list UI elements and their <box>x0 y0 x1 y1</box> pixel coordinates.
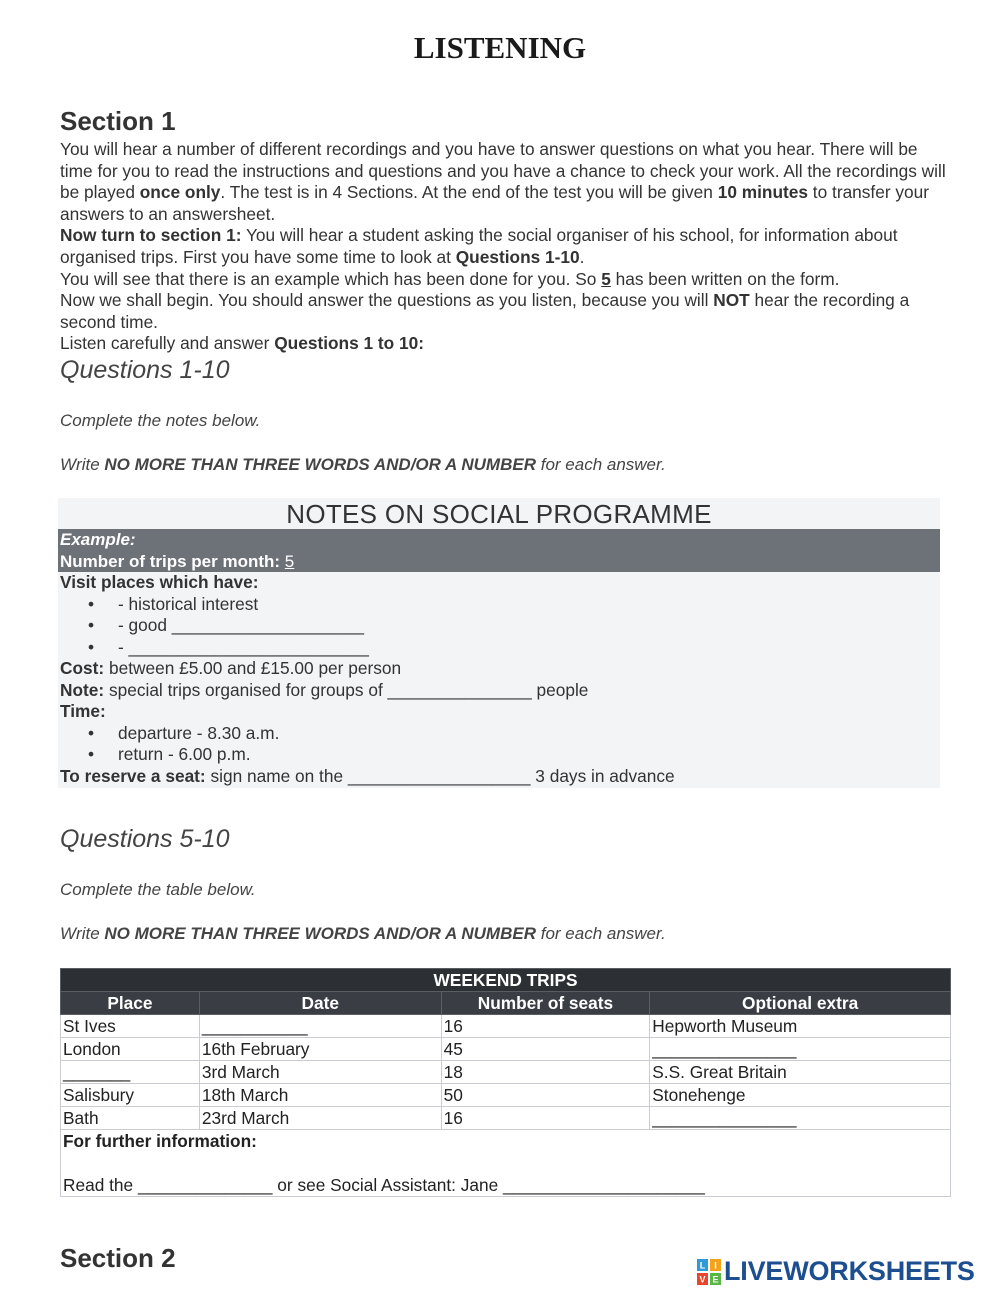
answer-blank[interactable]: _______________ <box>650 1038 951 1061</box>
time-item: • departure - 8.30 a.m. <box>88 722 280 743</box>
table-row <box>61 1061 951 1084</box>
visit-item: • - historical interest <box>88 593 259 614</box>
table-header-row <box>61 992 951 1015</box>
column-header: Optional extra <box>650 992 951 1015</box>
visit-item[interactable]: • - good ____________________ <box>88 615 365 635</box>
reserve-line[interactable]: To reserve a seat: sign name on the ___________________ 3 days in advance <box>60 765 675 786</box>
intro-paragraph-5: Listen carefully and answer Questions 1 to 10: <box>60 333 425 354</box>
questions-5-10-word-limit: Write NO MORE THAN THREE WORDS AND/OR A NUMBER for each answer. <box>60 924 666 943</box>
notes-title: NOTES ON SOCIAL PROGRAMME <box>286 499 712 529</box>
example-line: Number of trips per month: 5 <box>60 551 295 571</box>
example-value: 5 <box>284 551 295 571</box>
questions-5-10-heading: Questions 5-10 <box>60 825 230 853</box>
table-cell: Hepworth Museum <box>650 1015 951 1038</box>
table-cell: 18th March <box>199 1084 441 1107</box>
time-label: Time: <box>60 701 106 721</box>
social-programme-notes <box>58 498 940 788</box>
column-header: Date <box>199 992 441 1015</box>
table-row <box>61 1107 951 1130</box>
section-1-heading: Section 1 <box>60 106 176 136</box>
logo-blocks-icon <box>697 1259 721 1285</box>
table-cell: Salisbury <box>61 1084 200 1107</box>
table-title: WEEKEND TRIPS <box>61 969 951 992</box>
intro-paragraph-2: Now turn to section 1: You will hear a student asking the social organiser of his school, for information about organised trips. First you have some time to look at Questions 1-10. <box>60 225 898 267</box>
answer-blank[interactable]: _______ <box>61 1061 200 1084</box>
weekend-trips-table <box>60 968 951 1197</box>
table-cell: Stonehenge <box>650 1084 951 1107</box>
further-info-label: For further information: <box>63 1131 257 1151</box>
intro-paragraph-4: Now we shall begin. You should answer the questions as you listen, because you will NOT hear the recording a second time. <box>60 290 910 332</box>
questions-1-10-word-limit: Write NO MORE THAN THREE WORDS AND/OR A NUMBER for each answer. <box>60 455 666 474</box>
page-title: LISTENING <box>413 30 587 65</box>
table-cell: 23rd March <box>199 1107 441 1130</box>
table-cell: 16 <box>441 1107 650 1130</box>
table-cell: 16th February <box>199 1038 441 1061</box>
svg-text:E: E <box>712 1274 719 1284</box>
liveworksheets-logo <box>697 1256 975 1287</box>
svg-text:L: L <box>699 1260 706 1270</box>
questions-1-10-heading: Questions 1-10 <box>60 356 230 384</box>
intro-paragraph-3: You will see that there is an example which has been done for you. So 5 has been written on the form. <box>60 268 840 289</box>
visit-label: Visit places which have: <box>60 572 259 592</box>
cost-line: Cost: between £5.00 and £15.00 per person <box>60 658 402 678</box>
svg-text:I: I <box>714 1260 717 1270</box>
column-header: Number of seats <box>441 992 650 1015</box>
section-1-intro <box>60 139 950 355</box>
questions-5-10-instruction: Complete the table below. <box>60 880 256 899</box>
table-cell: 45 <box>441 1038 650 1061</box>
answer-blank[interactable]: _______________ <box>650 1107 951 1130</box>
table-cell: Bath <box>61 1107 200 1130</box>
table-cell: 16 <box>441 1015 650 1038</box>
table-cell: S.S. Great Britain <box>650 1061 951 1084</box>
table-row <box>61 1038 951 1061</box>
table-row <box>61 1015 951 1038</box>
section-2-heading: Section 2 <box>60 1243 176 1273</box>
table-cell: St Ives <box>61 1015 200 1038</box>
further-info-cell[interactable] <box>61 1130 951 1197</box>
example-label: Example: <box>60 530 136 549</box>
table-cell: 50 <box>441 1084 650 1107</box>
table-cell: 3rd March <box>199 1061 441 1084</box>
notes-example <box>58 529 940 572</box>
column-header: Place <box>61 992 200 1015</box>
intro-paragraph-1: You will hear a number of different recordings and you have to answer questions on what you hear. There will be time for you to read the instructions and questions and you have a chance to check your work. All the recordings will be played once only. The test is in 4 Sections. At the end of the test you will be given 10 minutes to transfer your answers to an answersheet. <box>60 139 946 224</box>
note-line[interactable]: Note: special trips organised for groups of _______________ people <box>60 679 589 700</box>
answer-blank[interactable]: ___________ <box>199 1015 441 1038</box>
table-row <box>61 1084 951 1107</box>
questions-1-10-instruction: Complete the notes below. <box>60 411 261 430</box>
svg-text:V: V <box>699 1274 706 1284</box>
visit-item[interactable]: • - _________________________ <box>88 636 369 657</box>
further-info-text[interactable]: Read the ______________ or see Social Assistant: Jane _____________________ <box>63 1174 705 1195</box>
further-info-row <box>61 1130 951 1197</box>
table-cell: 18 <box>441 1061 650 1084</box>
logo-text: LIVEWORKSHEETS <box>724 1256 975 1286</box>
notes-body <box>58 572 940 787</box>
table-cell: London <box>61 1038 200 1061</box>
time-item: • return - 6.00 p.m. <box>88 744 251 764</box>
